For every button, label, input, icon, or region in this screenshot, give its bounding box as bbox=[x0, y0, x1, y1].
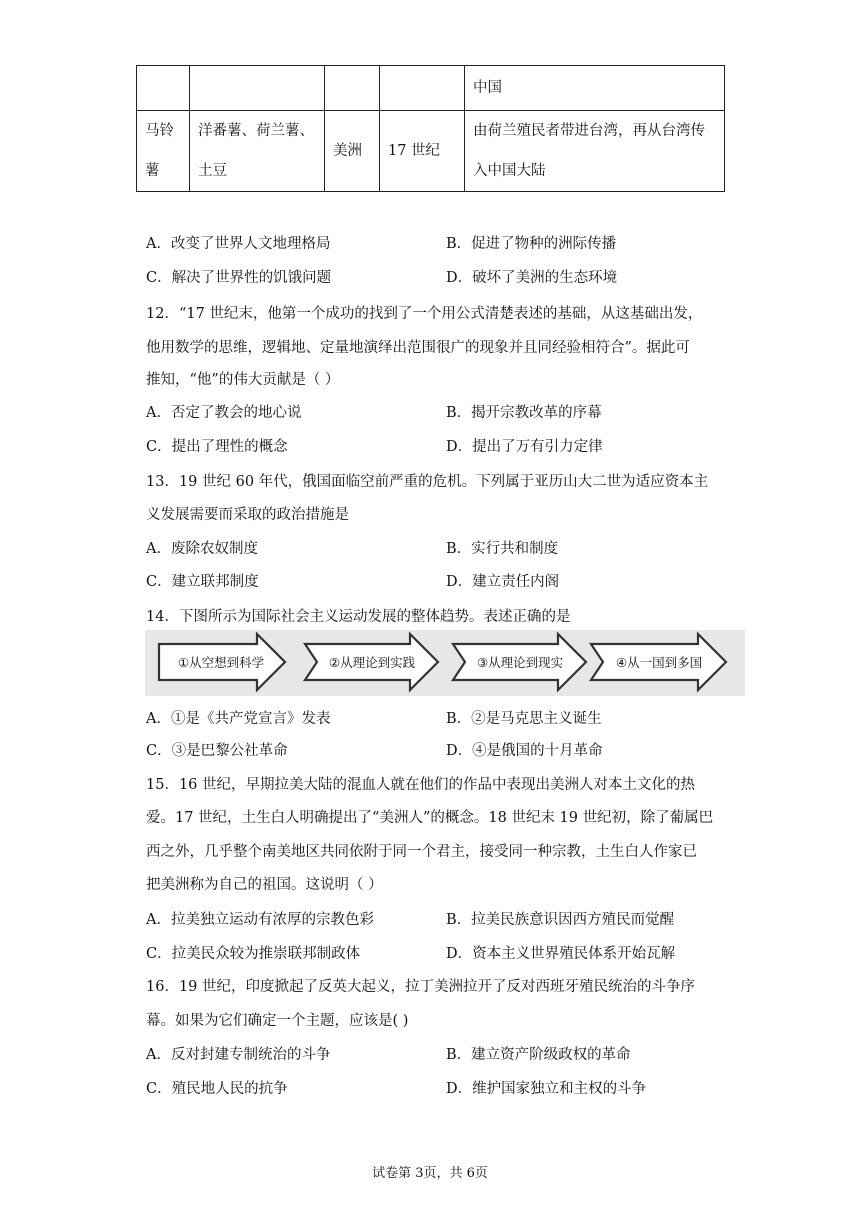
q13-stem-line: 13．19 世纪 60 年代，俄国面临空前严重的危机。下列属于亚历山大二世为适应资本主 bbox=[146, 474, 709, 490]
table-row bbox=[137, 111, 725, 192]
table-cell: 洋番薯、荷兰薯、土豆 bbox=[190, 111, 325, 192]
table-cell bbox=[325, 66, 380, 111]
q16-stem-line: 16．19 世纪，印度掀起了反英大起义，拉丁美洲拉开了反对西班牙殖民统治的斗争序 bbox=[146, 979, 696, 995]
q12-stem-line: 推知，“他”的伟大贡献是（ ） bbox=[146, 372, 340, 388]
q11-option-d[interactable]: D．破坏了美洲的生态环境 bbox=[446, 270, 618, 286]
arrow-3 bbox=[453, 634, 586, 690]
q15-stem-line: 爱。17 世纪，土生白人明确提出了“美洲人”的概念。18 世纪末 19 世纪初，除了葡属巴 bbox=[146, 810, 714, 826]
arrow-4-label: ④从一国到多国 bbox=[615, 655, 703, 670]
q16-option-b[interactable]: B．建立资产阶级政权的革命 bbox=[446, 1047, 631, 1063]
trend-arrow-diagram bbox=[145, 630, 745, 696]
q16-option-a[interactable]: A．反对封建专制统治的斗争 bbox=[146, 1047, 331, 1063]
q12-option-a[interactable]: A．否定了教会的地心说 bbox=[146, 405, 302, 421]
table-cell bbox=[190, 66, 325, 111]
q14-option-b[interactable]: B．②是马克思主义诞生 bbox=[446, 711, 602, 727]
crop-table bbox=[136, 65, 725, 192]
q15-option-a[interactable]: A．拉美独立运动有浓厚的宗教色彩 bbox=[146, 912, 374, 928]
q11-option-b[interactable]: B．促进了物种的洲际传播 bbox=[446, 236, 617, 252]
table-cell: 马铃薯 bbox=[137, 111, 190, 192]
q14-option-c[interactable]: C．③是巴黎公社革命 bbox=[146, 743, 288, 759]
table-cell: 17 世纪 bbox=[380, 111, 465, 192]
arrow-2 bbox=[305, 634, 438, 690]
arrow-1-label: ①从空想到科学 bbox=[177, 655, 265, 670]
q15-stem-line: 西之外，几乎整个南美地区共同依附于同一个君主，接受同一种宗教，土生白人作家已 bbox=[146, 844, 697, 860]
q13-option-c[interactable]: C．建立联邦制度 bbox=[146, 574, 259, 590]
arrow-1 bbox=[159, 634, 285, 690]
q15-option-b[interactable]: B．拉美民族意识因西方殖民而觉醒 bbox=[446, 912, 675, 928]
q16-stem-line: 幕。如果为它们确定一个主题，应该是( ) bbox=[146, 1013, 409, 1029]
q13-option-a[interactable]: A．废除农奴制度 bbox=[146, 541, 258, 557]
q13-stem-line: 义发展需要而采取的政治措施是 bbox=[146, 507, 349, 523]
arrow-2-label: ②从理论到实践 bbox=[328, 655, 416, 670]
q14-option-a[interactable]: A．①是《共产党宣言》发表 bbox=[146, 711, 331, 727]
q15-stem-line: 15．16 世纪，早期拉美大陆的混血人就在他们的作品中表现出美洲人对本土文化的热 bbox=[146, 777, 696, 793]
q16-option-c[interactable]: C．殖民地人民的抗争 bbox=[146, 1081, 288, 1097]
q12-option-c[interactable]: C．提出了理性的概念 bbox=[146, 439, 288, 455]
q11-option-a[interactable]: A．改变了世界人文地理格局 bbox=[146, 236, 331, 252]
q12-stem-line: 12．“17 世纪末，他第一个成功的找到了一个用公式清楚表述的基础，从这基础出发， bbox=[146, 306, 703, 322]
table-cell bbox=[380, 66, 465, 111]
q15-option-c[interactable]: C．拉美民众较为推崇联邦制政体 bbox=[146, 946, 361, 962]
table-cell: 中国 bbox=[465, 66, 725, 111]
q13-option-d[interactable]: D．建立责任内阁 bbox=[446, 574, 560, 590]
q14-option-d[interactable]: D．④是俄国的十月革命 bbox=[446, 743, 603, 759]
q12-option-b[interactable]: B．揭开宗教改革的序幕 bbox=[446, 405, 602, 421]
arrow-4 bbox=[591, 634, 726, 690]
q16-option-d[interactable]: D．维护国家独立和主权的斗争 bbox=[446, 1081, 647, 1097]
q12-option-d[interactable]: D．提出了万有引力定律 bbox=[446, 439, 603, 455]
table-cell bbox=[137, 66, 190, 111]
arrow-3-label: ③从理论到现实 bbox=[476, 655, 564, 670]
table-row bbox=[137, 66, 725, 111]
q11-option-c[interactable]: C．解决了世界性的饥饿问题 bbox=[146, 270, 332, 286]
q15-option-d[interactable]: D．资本主义世界殖民体系开始瓦解 bbox=[446, 946, 676, 962]
table-cell: 由荷兰殖民者带进台湾，再从台湾传入中国大陆 bbox=[465, 111, 725, 192]
table-cell: 美洲 bbox=[325, 111, 380, 192]
q13-option-b[interactable]: B．实行共和制度 bbox=[446, 541, 559, 557]
q12-stem-line: 他用数学的思维，逻辑地、定量地演绎出范围很广的现象并且同经验相符合”。据此可 bbox=[146, 340, 690, 356]
q14-stem-line: 14．下图所示为国际社会主义运动发展的整体趋势。表述正确的是 bbox=[146, 609, 571, 625]
page-footer: 试卷第 3页，共 6页 bbox=[372, 1166, 488, 1181]
q15-stem-line: 把美洲称为自己的祖国。这说明（ ） bbox=[146, 877, 383, 893]
